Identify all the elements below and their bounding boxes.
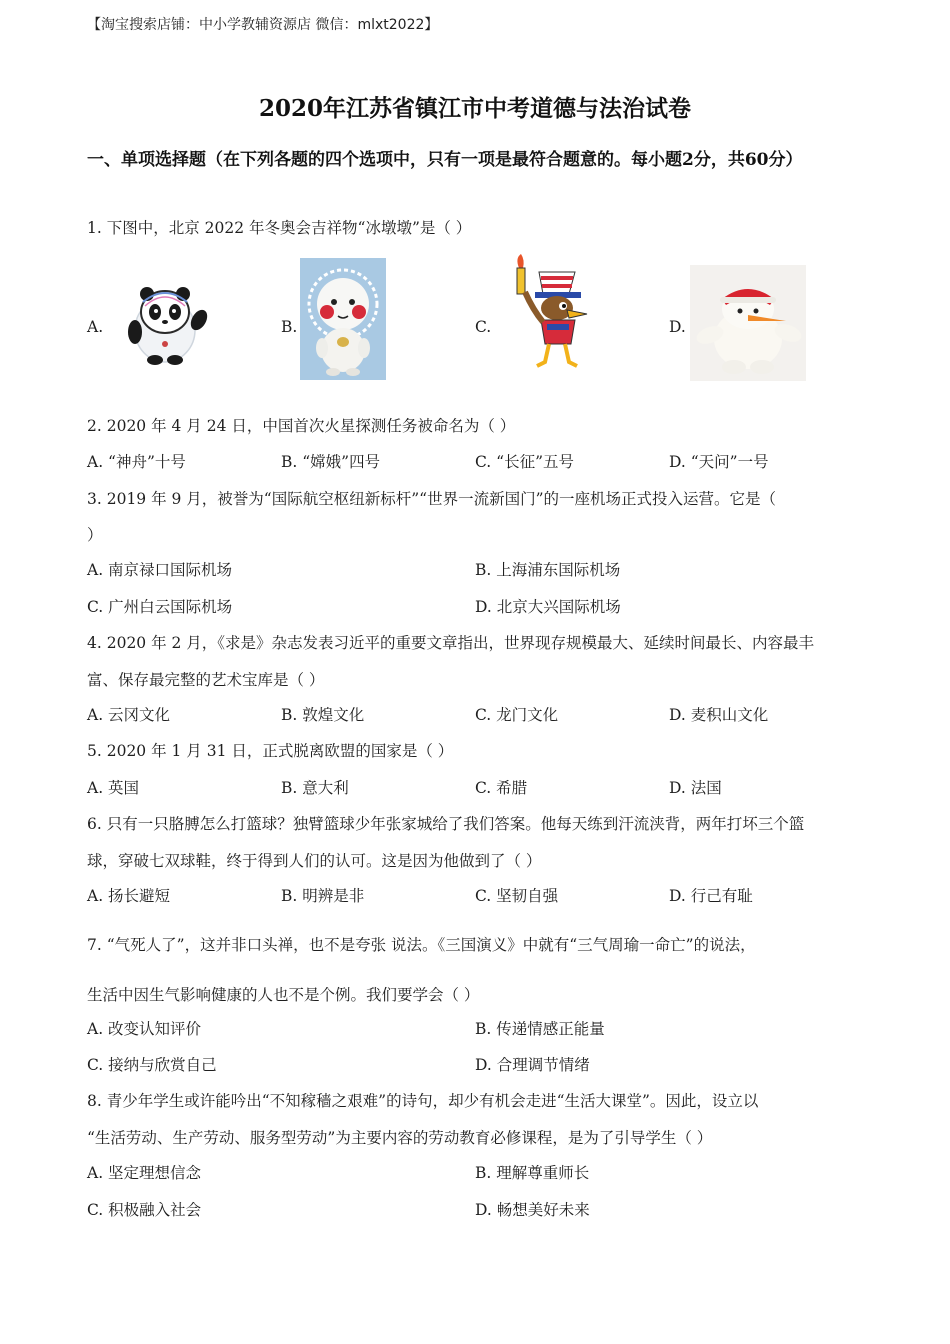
question-2-stem: 2. 2020 年 4 月 24 日，中国首次火星探测任务被命名为（ ）	[87, 417, 516, 435]
question-3-stem: 3. 2019 年 9 月，被誉为“国际航空枢纽新标杆”“世界一流新国门”的一座机场正式投入运营。它是（	[87, 490, 777, 508]
question-8-stem-cont: “生活劳动、生产劳动、服务型劳动”为主要内容的劳动教育必修课程，是为了引导学生（ ）	[87, 1129, 713, 1147]
q1-option-d: D.	[669, 318, 686, 336]
question-4-stem-cont: 富、保存最完整的艺术宝库是（ ）	[87, 671, 325, 689]
q8-option-c: C. 积极融入社会	[87, 1201, 202, 1219]
q2-option-d: D. “天问”一号	[669, 453, 769, 471]
exam-title: 2020年江苏省镇江市中考道德与法治试卷	[258, 95, 691, 122]
q6-option-a: A. 扬长避短	[87, 887, 171, 905]
question-4-stem: 4. 2020 年 2 月，《求是》杂志发表习近平的重要文章指出，世界现存规模最大、延续时间最长、内容最丰	[87, 634, 815, 652]
q4-option-c: C. 龙门文化	[475, 706, 559, 724]
q7-option-a: A. 改变认知评价	[87, 1020, 202, 1038]
plush-mascot-image	[690, 265, 806, 381]
lantern-mascot-image	[300, 258, 386, 380]
q3-option-d: D. 北京大兴国际机场	[475, 598, 621, 616]
q8-option-b: B. 理解尊重师长	[475, 1164, 590, 1182]
q1-option-a: A.	[87, 318, 104, 336]
q4-option-a: A. 云冈文化	[87, 706, 171, 724]
question-1-stem: 1. 下图中，北京 2022 年冬奥会吉祥物“冰墩墩”是（ ）	[87, 219, 472, 237]
q4-option-d: D. 麦积山文化	[669, 706, 769, 724]
q1-option-b: B.	[281, 318, 298, 336]
question-6-stem: 6. 只有一只胳膊怎么打篮球？独臂篮球少年张家城给了我们答案。他每天练到汗流浃背，两年打坏三个篮	[87, 815, 805, 833]
q5-option-c: C. 希腊	[475, 779, 528, 797]
q2-option-c: C. “长征”五号	[475, 453, 575, 471]
question-8-stem: 8. 青少年学生或许能吟出“不知稼穑之艰难”的诗句，却少有机会走进“生活大课堂”。因此，设立以	[87, 1092, 759, 1110]
q6-option-d: D. 行己有耻	[669, 887, 753, 905]
q4-option-b: B. 敦煌文化	[281, 706, 365, 724]
q5-option-d: D. 法国	[669, 779, 722, 797]
question-5-stem: 5. 2020 年 1 月 31 日，正式脱离欧盟的国家是（ ）	[87, 742, 454, 760]
q7-option-b: B. 传递情感正能量	[475, 1020, 605, 1038]
q2-option-a: A. “神舟”十号	[87, 453, 186, 471]
question-7-stem-cont: 生活中因生气影响健康的人也不是个例。我们要学会（ ）	[87, 986, 480, 1004]
section-heading: 一、单项选择题（在下列各题的四个选项中，只有一项是最符合题意的。每小题2分，共60分）	[87, 150, 803, 170]
eagle-mascot-image	[505, 252, 589, 370]
q7-option-d: D. 合理调节情绪	[475, 1056, 590, 1074]
q6-option-c: C. 坚韧自强	[475, 887, 559, 905]
q6-option-b: B. 明辨是非	[281, 887, 365, 905]
question-6-stem-cont: 球，穿破七双球鞋，终于得到人们的认可。这是因为他做到了（ ）	[87, 852, 542, 870]
q3-option-a: A. 南京禄口国际机场	[87, 561, 233, 579]
q1-option-c: C.	[475, 318, 492, 336]
q2-option-b: B. “嫦娥”四号	[281, 453, 381, 471]
q3-option-c: C. 广州白云国际机场	[87, 598, 233, 616]
shop-header: 【淘宝搜索店铺：中小学教辅资源店 微信：mlxt2022】	[87, 17, 439, 33]
q5-option-a: A. 英国	[87, 779, 140, 797]
q3-option-b: B. 上海浦东国际机场	[475, 561, 621, 579]
q8-option-d: D. 畅想美好未来	[475, 1201, 590, 1219]
panda-mascot-image	[117, 272, 213, 368]
q5-option-b: B. 意大利	[281, 779, 349, 797]
q7-option-c: C. 接纳与欣赏自己	[87, 1056, 217, 1074]
question-7-stem: 7. “气死人了”，这并非口头禅，也不是夸张 说法。《三国演义》中就有“三气周瑜一命亡”的说法，	[87, 936, 756, 954]
question-3-stem-cont: ）	[87, 526, 103, 544]
q8-option-a: A. 坚定理想信念	[87, 1164, 202, 1182]
